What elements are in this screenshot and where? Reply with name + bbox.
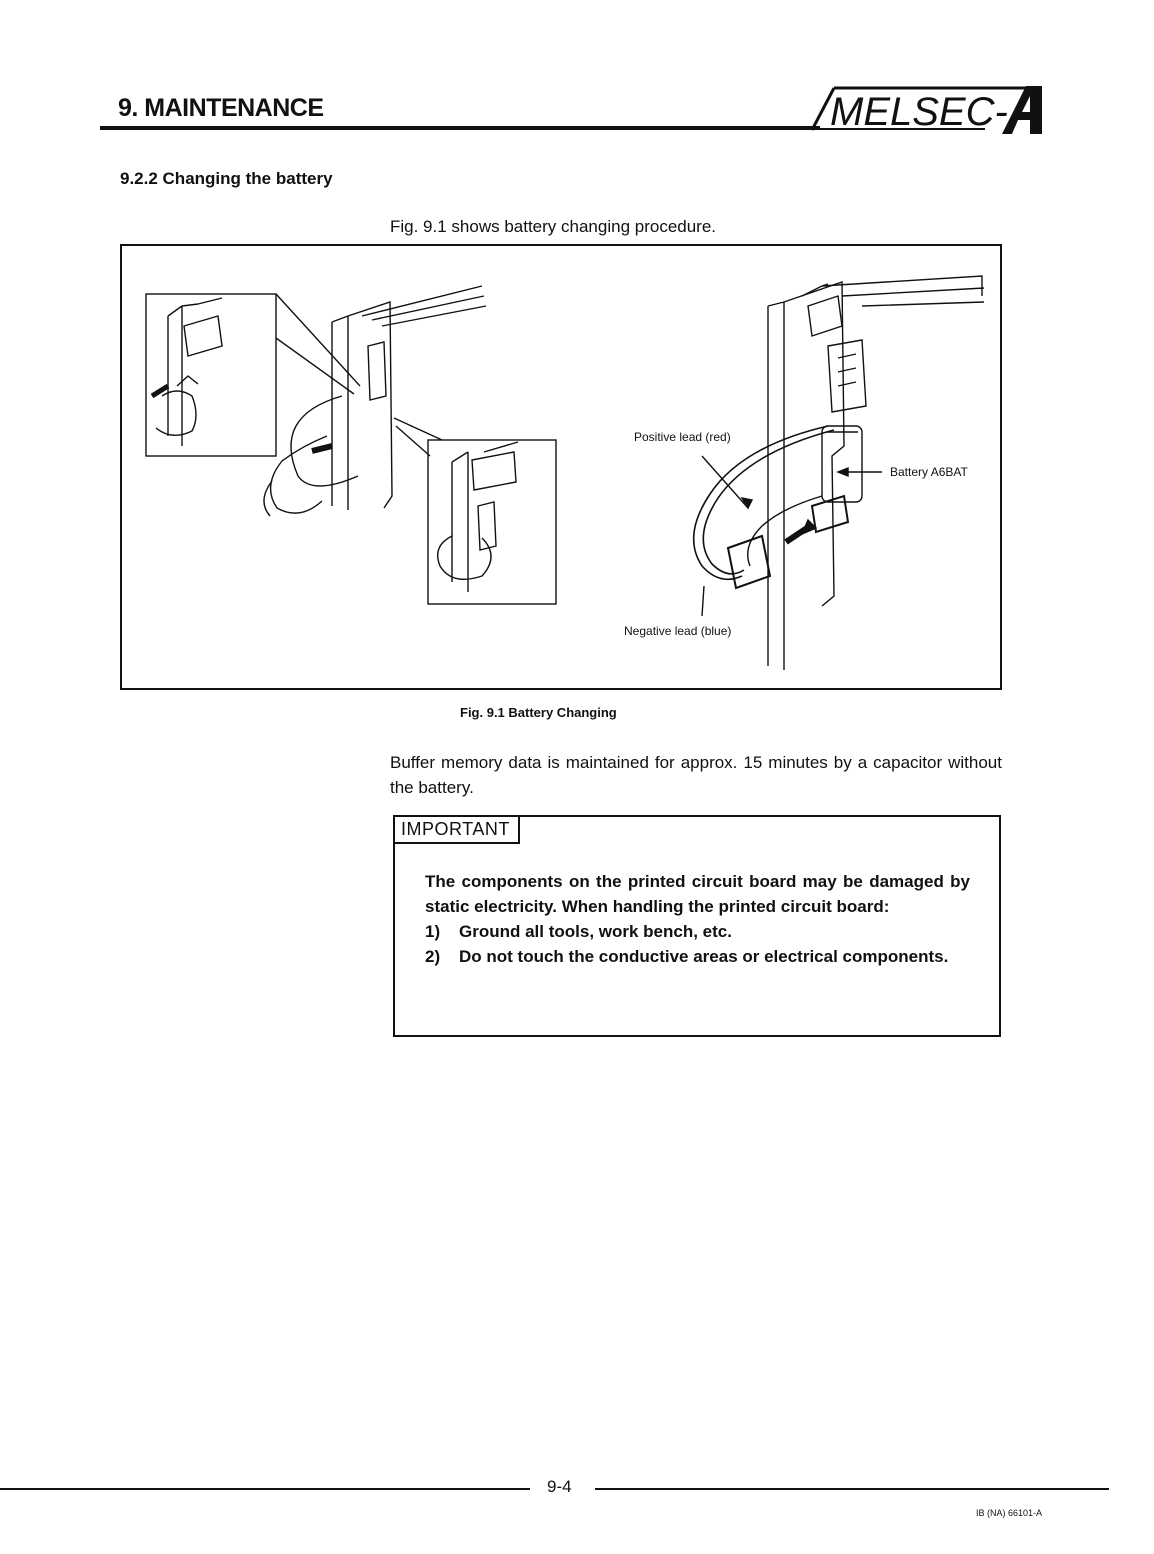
page-number: 9-4 — [547, 1477, 572, 1496]
intro-text: Fig. 9.1 shows battery changing procedure. — [390, 217, 717, 236]
melsec-logo — [790, 80, 1050, 140]
buffer-memory-paragraph: Buffer memory data is maintained for approx. 15 minutes by a capacitor without the battery. — [390, 753, 1002, 797]
list-item — [425, 944, 970, 969]
positive-lead-label: Positive lead (red) — [634, 430, 731, 444]
chapter-title: 9. MAINTENANCE — [118, 94, 324, 122]
battery-changing-illustration — [122, 246, 1002, 690]
negative-lead-label: Negative lead (blue) — [624, 624, 732, 638]
list-item-text: Ground all tools, work bench, etc. — [459, 922, 732, 941]
list-item-number: 1) — [425, 922, 441, 941]
document-code: IB (NA) 66101-A — [976, 1508, 1043, 1518]
list-item — [425, 919, 970, 944]
battery-label: Battery A6BAT — [890, 465, 968, 479]
footer-rule-right — [595, 1488, 1109, 1490]
important-body — [425, 869, 970, 969]
important-text: The components on the printed circuit board may be damaged by static electricity. When handling the printed circuit board: — [425, 872, 970, 916]
footer-rule-left — [0, 1488, 530, 1490]
important-list — [425, 919, 970, 969]
list-item-text: Do not touch the conductive areas or electrical components. — [459, 947, 949, 966]
logo-text: MELSEC- — [830, 90, 1008, 134]
important-tag: IMPORTANT — [393, 815, 520, 844]
list-item-number: 2) — [425, 947, 441, 966]
battery-shape — [822, 426, 862, 502]
inset-center — [428, 440, 556, 604]
section-title: 9.2.2 Changing the battery — [120, 169, 333, 188]
figure-box — [120, 244, 1002, 690]
figure-caption: Fig. 9.1 Battery Changing — [460, 705, 617, 720]
header-rule — [100, 126, 820, 130]
important-notice — [393, 815, 1001, 1037]
